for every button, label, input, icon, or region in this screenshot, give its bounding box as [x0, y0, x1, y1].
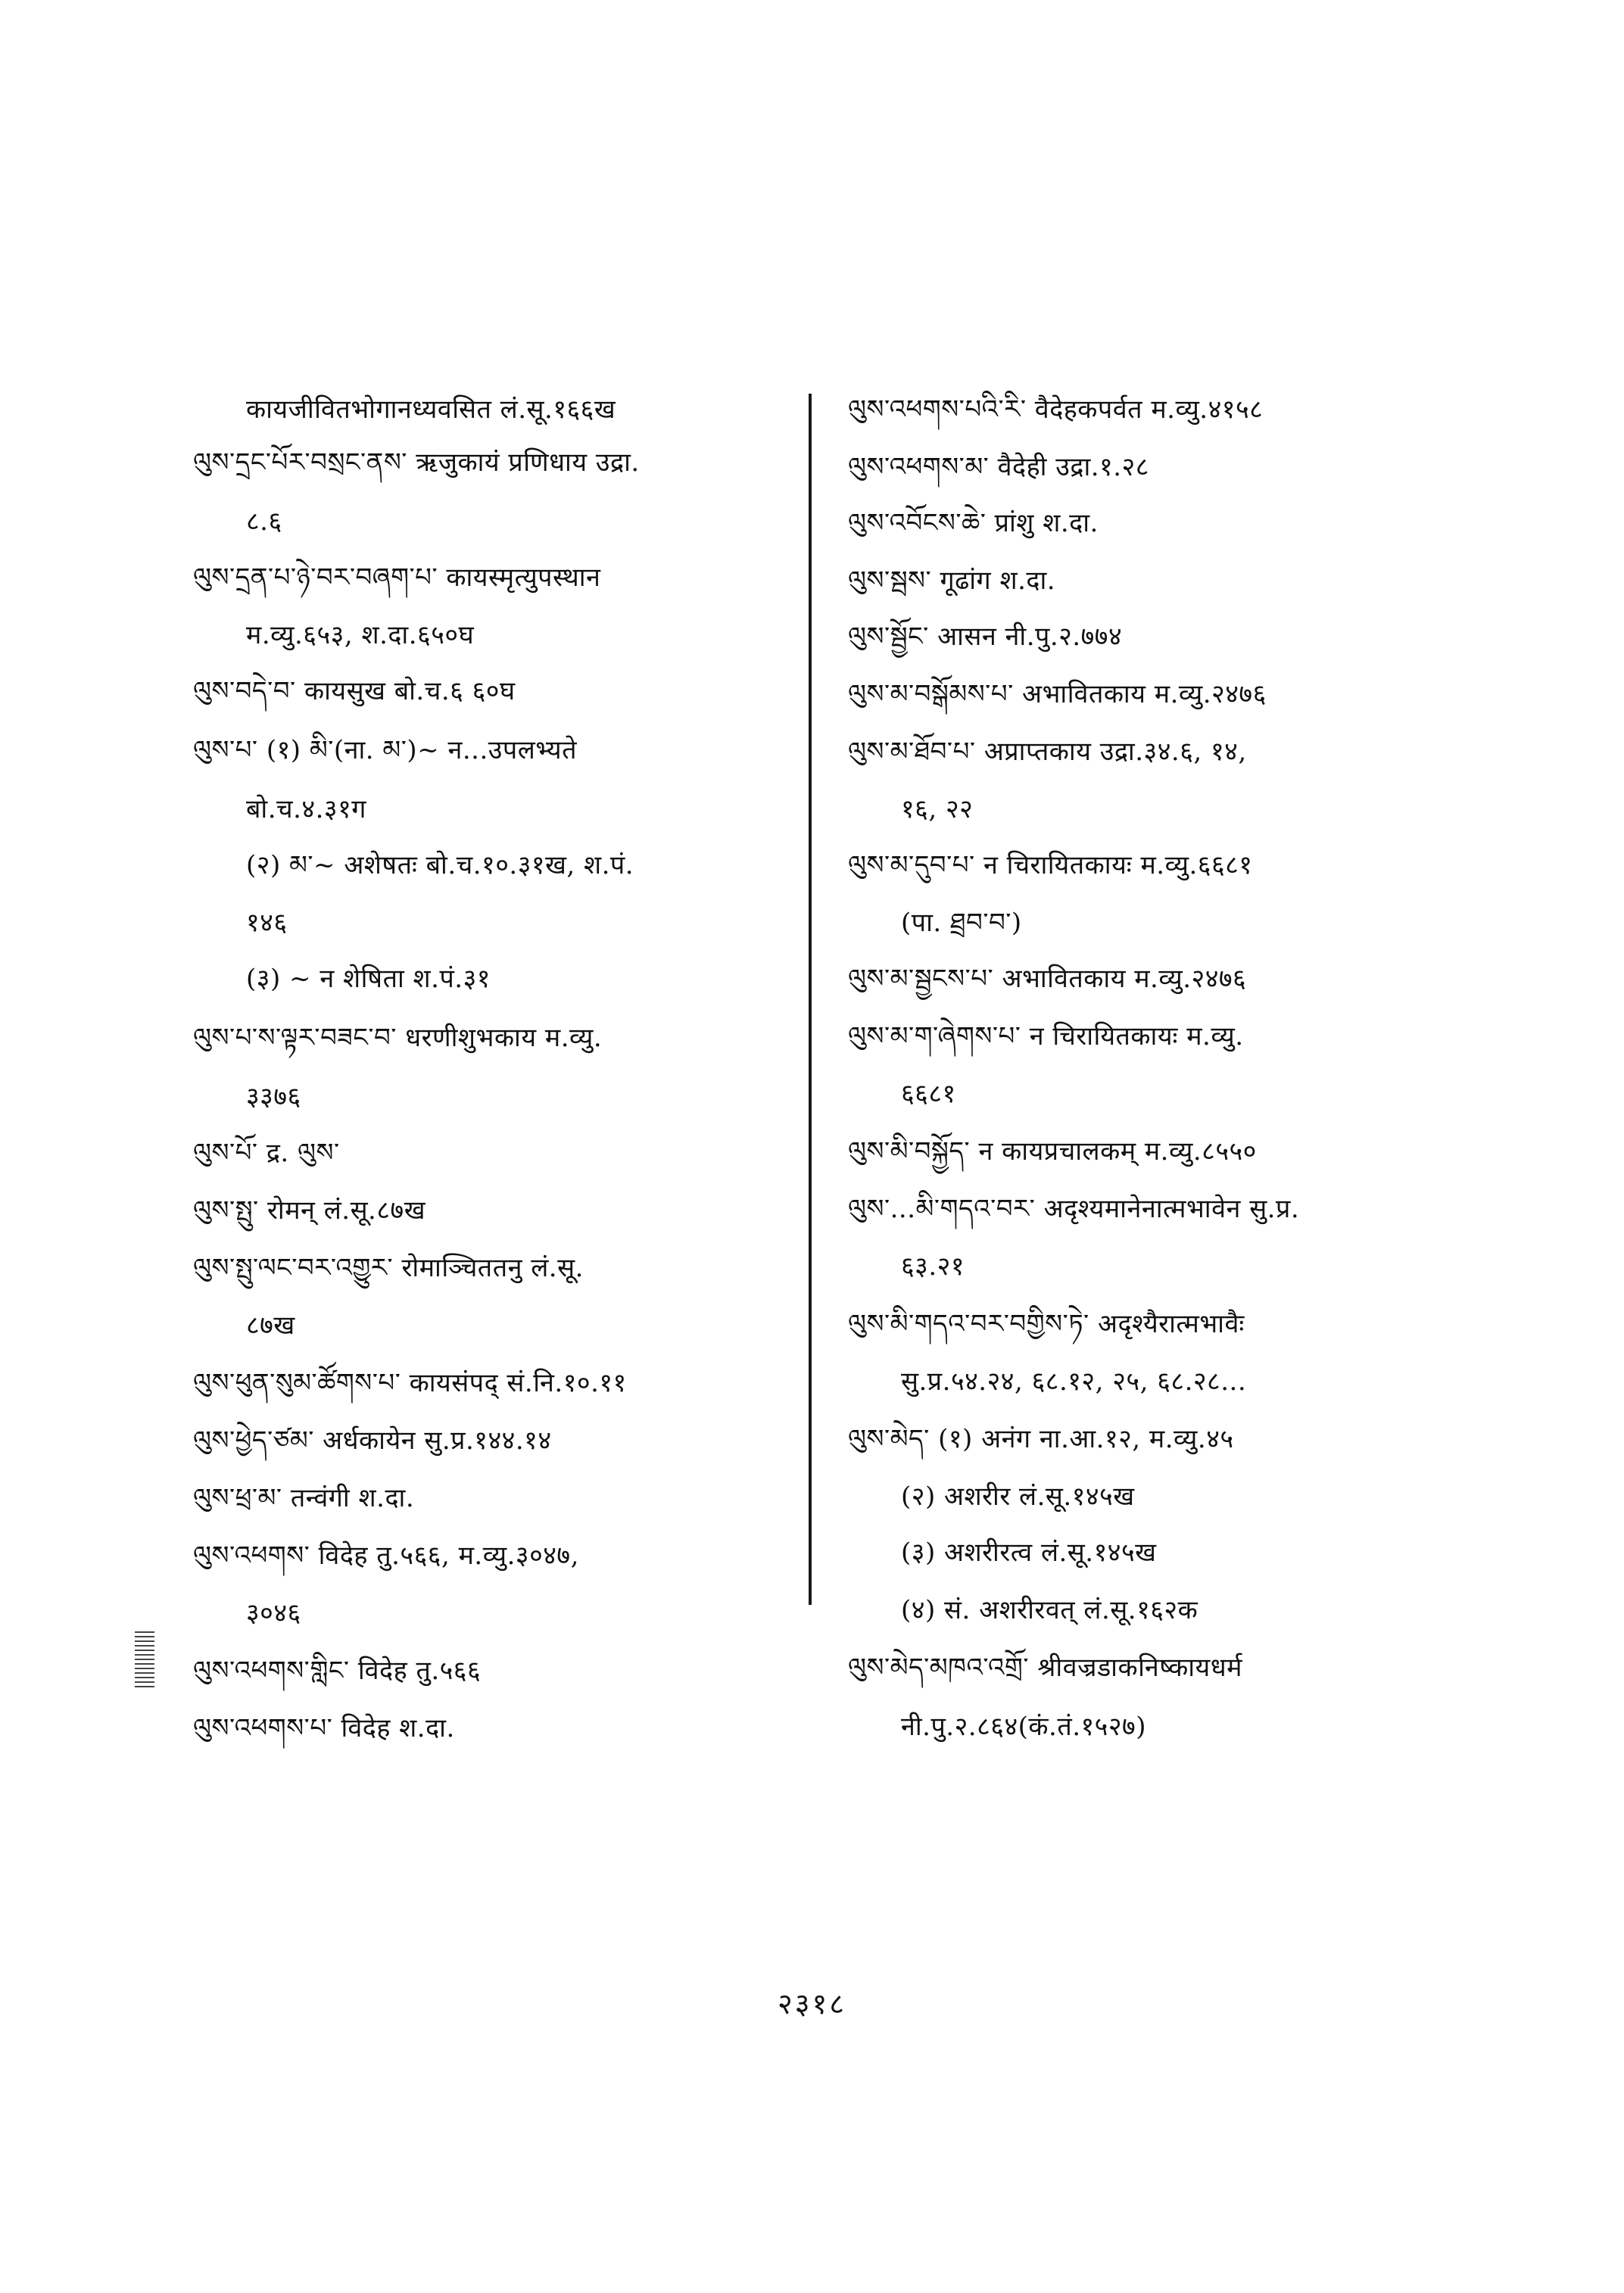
entry-line: ལུས་སྤུ་ལང་བར་འགྱུར་ रोमाञ्चिततनु लं.सू. — [193, 1253, 584, 1283]
entry-line: ལུས་སྦྱོང་ आसन नी.पु.२.७७४ — [848, 622, 1123, 652]
entry-line: ལུས་དྲང་པོར་བསྲང་ནས་ ऋजुकायं प्रणिधाय उद्रा. — [193, 447, 640, 478]
entry-line: ལུས་མ་སྦྱངས་པ་ अभावितकाय म.व्यु.२४७६ — [848, 964, 1247, 994]
column-divider — [809, 394, 812, 1605]
entry-continuation: म.व्यु.६५३, श.दा.६५०घ — [246, 620, 475, 650]
entry-line: ལུས་འཕགས་མ་ वैदेही उद्रा.१.२८ — [848, 452, 1149, 482]
entry-line: ལུས་སྤུ་ रोमन् लं.सू.८७ख — [193, 1195, 426, 1226]
entry-line: ལུས་འཕགས་ विदेह तु.५६६, म.व्यु.३०४७, — [193, 1541, 579, 1571]
entry-subsense: (३) अशरीरत्व लं.सू.१४५ख — [901, 1537, 1157, 1568]
entry-subsense: (२) अशरीर लं.सू.१४५ख — [901, 1481, 1135, 1512]
entry-continuation: ८७ख — [246, 1310, 295, 1341]
entry-line: ལུས་པ་ (१) མི་(ना. མ་)~ न...उपलभ्यते — [193, 735, 578, 765]
entry-continuation: ८.६ — [246, 506, 282, 537]
entry-line: ལུས་འབོངས་ཆེ་ प्रांशु श.दा. — [848, 508, 1099, 538]
entry-line: ལུས་པོ་ द्र. ལུས་ — [193, 1138, 340, 1168]
entry-line: ལུས་...མི་གདའ་བར་ अदृश्यमानेनात्मभावेन सु.प्र. — [848, 1194, 1300, 1224]
entry-line: ལུས་མ་བསྒོམས་པ་ अभावितकाय म.व्यु.२४७६ — [848, 679, 1267, 709]
entry-line: ལུས་མི་བསྐྱོད་ न कायप्रचालकम् म.व्यु.८५५० — [848, 1136, 1257, 1167]
entry-line: ལུས་མ་དུབ་པ་ न चिरायितकायः म.व्यु.६६८१ — [848, 850, 1253, 880]
entry-subsense: (४) सं. अशरीरवत् लं.सू.१६२क — [901, 1595, 1199, 1625]
entry-line: ལུས་འཕགས་པའི་རི་ वैदेहकपर्वत म.व्यु.४१५८ — [848, 394, 1264, 425]
margin-mark — [135, 1631, 154, 1690]
entry-line: कायजीवितभोगानध्यवसित लं.सू.१६६ख — [246, 394, 616, 425]
entry-continuation: ३३७६ — [246, 1082, 301, 1112]
entry-line: ལུས་འཕགས་གླིང་ विदेह तु.५६६ — [193, 1656, 482, 1686]
entry-variant: (पा. ཐྲབ་བ་) — [901, 908, 1022, 938]
page-number: २३१८ — [777, 1987, 847, 2020]
entry-line: ལུས་ཕུན་སུམ་ཚོགས་པ་ कायसंपद् सं.नि.१०.११ — [193, 1368, 627, 1398]
entry-continuation: ३०४६ — [246, 1598, 301, 1628]
entry-line: ལུས་པ་ས་ལྟར་བཟང་བ་ धरणीशुभकाय म.व्यु. — [193, 1023, 603, 1053]
entry-line: ལུས་མ་ག་ཞེགས་པ་ न चिरायितकायः म.व्यु. — [848, 1021, 1244, 1051]
entry-line: ལུས་ཕྲ་མ་ तन्वंगी श.दा. — [193, 1483, 415, 1513]
entry-line: ལུས་མི་གདའ་བར་བགྱིས་ཏེ་ अदृश्यैरात्मभावैः — [848, 1309, 1245, 1339]
entry-continuation: बो.च.४.३१ग — [246, 794, 366, 824]
entry-line: ལུས་བདེ་བ་ कायसुख बो.च.६ ६०घ — [193, 676, 516, 706]
entry-continuation: ६३.२१ — [901, 1251, 965, 1282]
entry-continuation: नी.पु.२.८६४(कं.तं.१५२७) — [901, 1712, 1146, 1742]
entry-line: ལུས་མ་ཐོབ་པ་ अप्राप्तकाय उद्रा.३४.६, १४, — [848, 737, 1247, 767]
entry-line: ལུས་སྦས་ गूढांग श.दा. — [848, 565, 1056, 596]
entry-subsense: (३) ~ न शेषिता श.पं.३१ — [246, 964, 491, 994]
entry-line: ལུས་མེད་མཁའ་འགྲོ་ श्रीवज्रडाकनिष्कायधर्म — [848, 1653, 1242, 1683]
entry-continuation: १४६ — [246, 908, 288, 938]
entry-line: ལུས་དྲན་པ་ཉེ་བར་བཞག་པ་ कायस्मृत्युपस्थान — [193, 562, 601, 593]
entry-continuation: १६, २२ — [901, 794, 974, 824]
entry-continuation: ६६८१ — [901, 1079, 956, 1109]
entry-subsense: (२) མ་~ अशेषतः बो.च.१०.३१ख, श.पं. — [246, 850, 634, 880]
entry-line: ལུས་མེད་ (१) अनंग ना.आ.१२, म.व्यु.४५ — [848, 1424, 1234, 1454]
entry-continuation: सु.प्र.५४.२४, ६८.१२, २५, ६८.२८... — [901, 1366, 1247, 1397]
entry-line: ལུས་འཕགས་པ་ विदेह श.दा. — [193, 1713, 455, 1743]
entry-line: ལུས་ཕྱེད་ཙམ་ अर्धकायेन सु.प्र.१४४.१४ — [193, 1425, 552, 1456]
